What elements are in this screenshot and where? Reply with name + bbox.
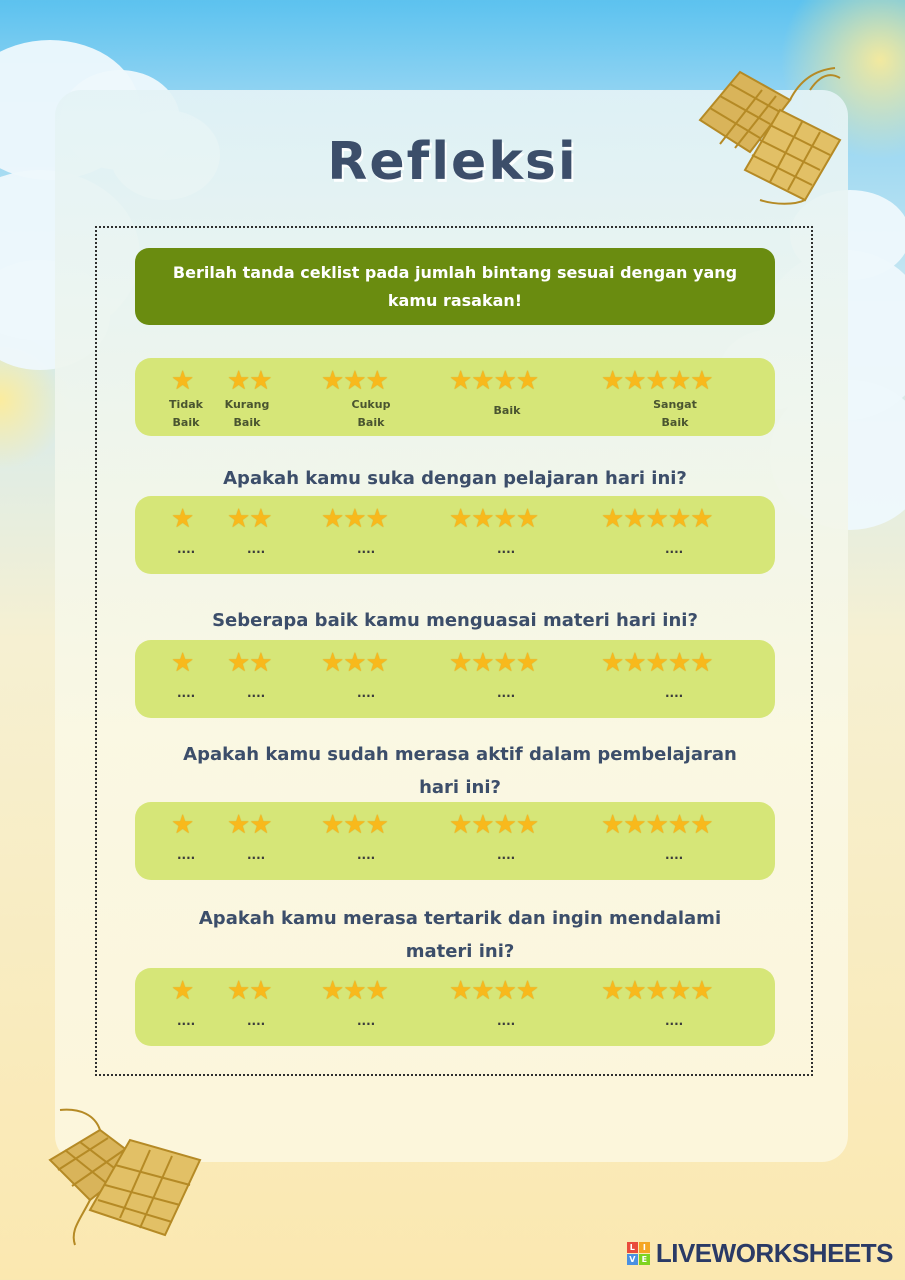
answer-blank[interactable]: ....	[247, 686, 266, 700]
answer-blank[interactable]: ....	[357, 1014, 376, 1028]
rating-option-3[interactable]	[321, 640, 411, 718]
rating-row-1	[135, 496, 775, 574]
answer-blank[interactable]: ....	[177, 686, 196, 700]
brand-name: LIVEWORKSHEETS	[655, 1237, 893, 1268]
answer-blank[interactable]: ....	[247, 1014, 266, 1028]
rating-option-2[interactable]	[227, 968, 283, 1046]
answer-blank[interactable]: ....	[247, 542, 266, 556]
star-icon: ★★	[227, 504, 272, 534]
star-icon: ★★★★	[449, 504, 539, 534]
star-icon: ★	[171, 810, 194, 840]
star-icon: ★★★★	[449, 810, 539, 840]
rating-option-5[interactable]	[601, 640, 749, 718]
star-icon: ★★★★	[449, 366, 539, 396]
answer-blank[interactable]: ....	[357, 686, 376, 700]
legend-label: Baik	[493, 404, 521, 417]
legend-option-4	[449, 358, 565, 436]
rating-option-5[interactable]	[601, 496, 749, 574]
logo-mark-icon: L I V E	[627, 1242, 650, 1265]
legend-label: Kurang Baik	[224, 398, 270, 429]
rating-option-1[interactable]	[171, 496, 201, 574]
legend-option-1	[171, 358, 201, 436]
answer-blank[interactable]: ....	[247, 848, 266, 862]
rating-option-3[interactable]	[321, 802, 411, 880]
star-icon: ★	[171, 366, 194, 396]
star-icon: ★★	[227, 810, 272, 840]
answer-blank[interactable]: ....	[665, 686, 684, 700]
answer-blank[interactable]: ....	[497, 1014, 516, 1028]
rating-option-1[interactable]	[171, 802, 201, 880]
star-icon: ★★★★	[449, 976, 539, 1006]
answer-blank[interactable]: ....	[177, 848, 196, 862]
star-icon: ★	[171, 504, 194, 534]
liveworksheets-logo[interactable]	[627, 1238, 893, 1268]
answer-blank[interactable]: ....	[665, 1014, 684, 1028]
question-2: Seberapa baik kamu menguasai materi hari ini?	[212, 610, 698, 631]
star-icon: ★★★★★	[601, 976, 713, 1006]
star-icon: ★★★	[321, 976, 388, 1006]
rating-option-4[interactable]	[449, 640, 565, 718]
legend-option-2	[224, 358, 283, 436]
star-icon: ★★★★★	[601, 648, 713, 678]
star-icon: ★★★★	[449, 648, 539, 678]
legend-option-5	[601, 358, 749, 436]
legend-label: Sangat Baik	[653, 398, 697, 429]
answer-blank[interactable]: ....	[497, 542, 516, 556]
page-title: Refleksi	[327, 132, 578, 192]
answer-blank[interactable]: ....	[497, 848, 516, 862]
star-icon: ★★	[227, 366, 272, 396]
instruction-banner: Berilah tanda ceklist pada jumlah bintang sesuai dengan yang kamu rasakan!	[135, 248, 775, 325]
answer-blank[interactable]: ....	[357, 848, 376, 862]
question-1: Apakah kamu suka dengan pelajaran hari ini?	[223, 468, 687, 489]
star-icon: ★	[171, 976, 194, 1006]
rating-option-3[interactable]	[321, 496, 411, 574]
question-4: Apakah kamu merasa tertarik dan ingin mendalami materi ini?	[198, 908, 722, 962]
answer-blank[interactable]: ....	[497, 686, 516, 700]
rating-legend-row	[135, 358, 775, 436]
rating-option-1[interactable]	[171, 640, 201, 718]
ketupat-icon	[40, 1100, 210, 1250]
rating-option-5[interactable]	[601, 968, 749, 1046]
legend-label: Tidak Baik	[169, 398, 203, 429]
answer-blank[interactable]: ....	[665, 848, 684, 862]
question-3: Apakah kamu sudah merasa aktif dalam pembelajaran hari ini?	[183, 744, 737, 798]
rating-option-2[interactable]	[227, 802, 283, 880]
rating-option-4[interactable]	[449, 968, 565, 1046]
answer-blank[interactable]: ....	[177, 1014, 196, 1028]
star-icon: ★	[171, 648, 194, 678]
star-icon: ★★	[227, 976, 272, 1006]
answer-blank[interactable]: ....	[665, 542, 684, 556]
star-icon: ★★★	[321, 810, 388, 840]
answer-blank[interactable]: ....	[357, 542, 376, 556]
star-icon: ★★★	[321, 366, 388, 396]
legend-option-3	[321, 358, 411, 436]
rating-row-4	[135, 968, 775, 1046]
answer-blank[interactable]: ....	[177, 542, 196, 556]
star-icon: ★★★★★	[601, 504, 713, 534]
rating-option-2[interactable]	[227, 496, 283, 574]
rating-option-1[interactable]	[171, 968, 201, 1046]
rating-option-2[interactable]	[227, 640, 283, 718]
rating-option-5[interactable]	[601, 802, 749, 880]
star-icon: ★★★	[321, 504, 388, 534]
rating-option-4[interactable]	[449, 496, 565, 574]
legend-label: Cukup Baik	[351, 398, 391, 429]
star-icon: ★★★	[321, 648, 388, 678]
rating-row-2	[135, 640, 775, 718]
star-icon: ★★★★★	[601, 810, 713, 840]
rating-option-4[interactable]	[449, 802, 565, 880]
star-icon: ★★★★★	[601, 366, 713, 396]
rating-option-3[interactable]	[321, 968, 411, 1046]
rating-row-3	[135, 802, 775, 880]
star-icon: ★★	[227, 648, 272, 678]
